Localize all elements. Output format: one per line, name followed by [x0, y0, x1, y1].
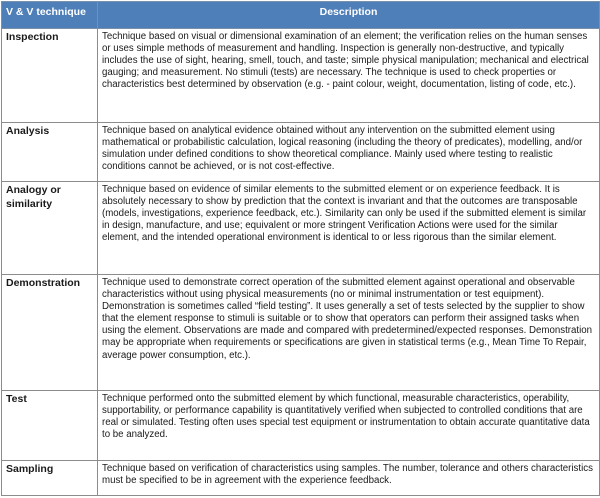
table-row — [2, 182, 600, 275]
header-technique: V & V technique — [2, 2, 98, 29]
technique-cell: Sampling — [2, 461, 98, 496]
table-row — [2, 29, 600, 123]
table-row — [2, 123, 600, 182]
description-cell: Technique based on visual or dimensional examination of an element; the verification relies on the human senses or uses simple methods of measurement and handling. Inspection is generally non-destructive, and typically includes the use of sight, hearing, smell, touch, and taste; simple physical manipulation; mechanical and electrical gauging; and measurement. No stimuli (tests) are necessary. The technique is used to check properties or characteristics best determined by observation (e.g. - paint colour, weight, documentation, listing of code, etc.). — [98, 29, 600, 123]
technique-cell: Test — [2, 391, 98, 461]
technique-cell: Analysis — [2, 123, 98, 182]
table-header-row — [2, 2, 600, 29]
table-row — [2, 391, 600, 461]
description-cell: Technique used to demonstrate correct operation of the submitted element against operational and observable characteristics without using physical measurements (no or minimal instrumentation or test equipment). Demonstration is sometimes called “field testing”. It uses generally a set of tests selected by the supplier to show that the element response to stimuli is suitable or to show that operators can perform their assigned tasks when using the element. Observations are made and compared with predetermined/expected responses. Demonstration may be appropriate when requirements or specifications are given in statistical terms (e.g., Mean Time To Repair, average power consumption, etc.). — [98, 275, 600, 391]
technique-cell: Demonstration — [2, 275, 98, 391]
description-cell: Technique based on verification of characteristics using samples. The number, tolerance and others characteristics must be specified to be in agreement with the experience feedback. — [98, 461, 600, 496]
description-cell: Technique based on evidence of similar elements to the submitted element or on experience feedback. It is absolutely necessary to show by prediction that the context is invariant and that the outcomes are transposable (models, investigations, experience feedback, etc.). Similarity can only be used if the submitted element is similar in design, manufacture, and use; equivalent or more stringent Verification Actions were used for the similar element, and the intended operational environment is identical to or less rigorous than the similar element. — [98, 182, 600, 275]
table-row — [2, 461, 600, 496]
description-cell: Technique performed onto the submitted element by which functional, measurable characteristics, operability, supportability, or performance capability is quantitatively verified when subjected to controlled conditions that are real or simulated. Testing often uses special test equipment or instrumentation to obtain accurate quantitative data to be analyzed. — [98, 391, 600, 461]
vv-techniques-table — [1, 1, 600, 496]
description-cell: Technique based on analytical evidence obtained without any intervention on the submitted element using mathematical or probabilistic calculation, logical reasoning (including the theory of predicates), modelling, and/or simulation under defined conditions to show theoretical compliance. Mainly used where testing to realistic conditions cannot be achieved, or is not cost-effective. — [98, 123, 600, 182]
header-description: Description — [98, 2, 600, 29]
technique-cell: Analogy or similarity — [2, 182, 98, 275]
table-row — [2, 275, 600, 391]
technique-cell: Inspection — [2, 29, 98, 123]
